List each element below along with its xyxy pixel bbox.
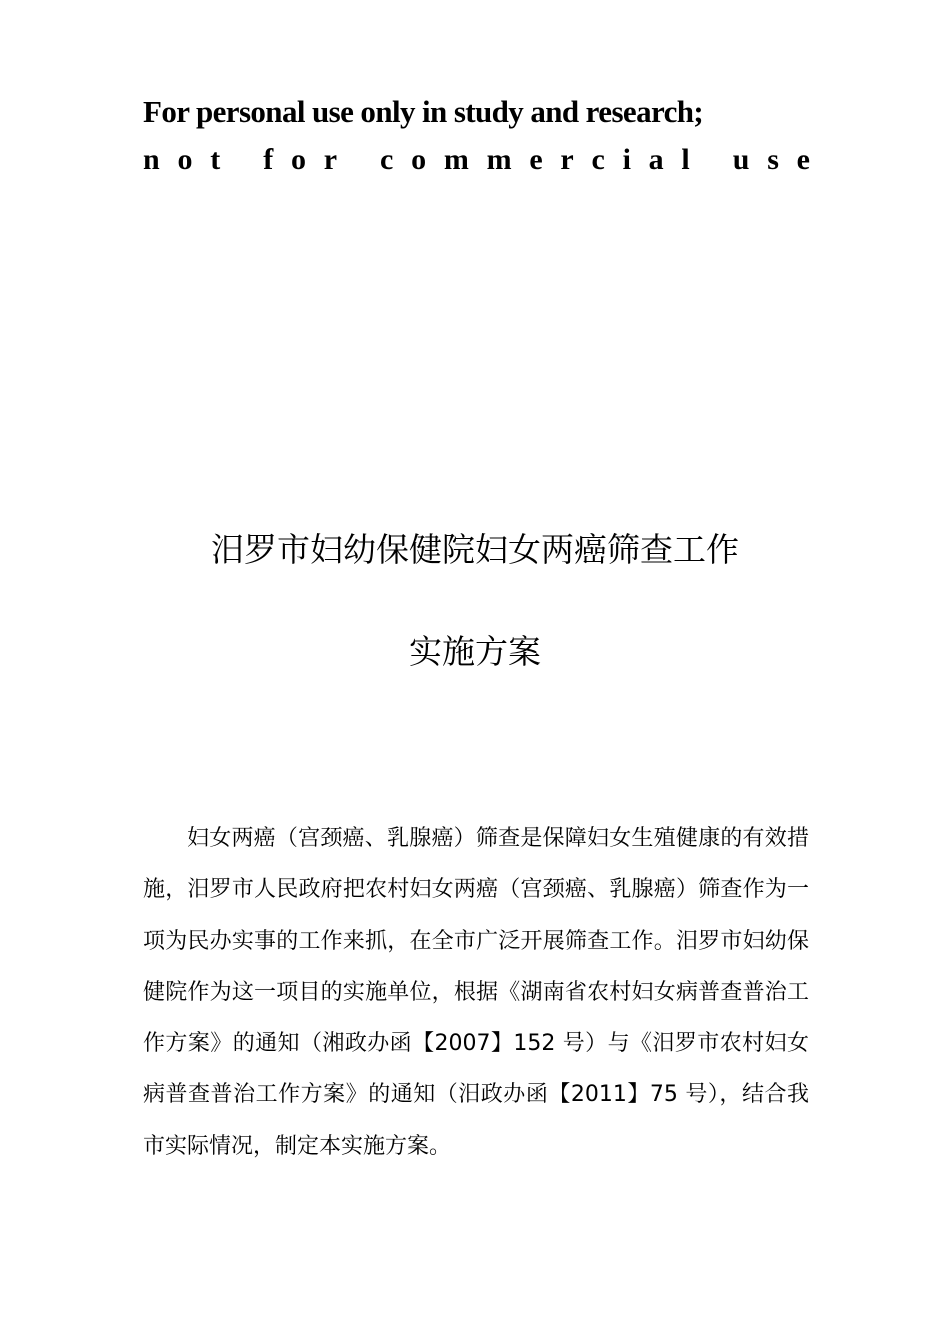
- notice-letter: f: [263, 143, 274, 176]
- notice-letter: r: [323, 143, 338, 176]
- notice-letter: o: [290, 143, 306, 176]
- intro-paragraph: 妇女两癌（宫颈癌、乳腺癌）筛查是保障妇女生殖健康的有效措施，汨罗市人民政府把农村妇女两癌（宫颈癌、乳腺癌）筛查作为一项为民办实事的工作来抓，在全市广泛开展筛查工作。汨罗市妇幼保健院作为这一项目的实施单位，根据《湖南省农村妇女病普查普治工作方案》的通知（湘政办函【2007】152 号）与《汨罗市农村妇女病普查普治工作方案》的通知（汨政办函【2011】75 号），结合我市实际情况，制定本实施方案。: [143, 826, 809, 1159]
- notice-letter: i: [622, 143, 631, 176]
- notice-letter: e: [796, 143, 810, 176]
- notice-letter: o: [411, 143, 427, 176]
- document-title: 汨罗市妇幼保健院妇女两癌筛查工作: [211, 530, 739, 569]
- notice-not-commercial: [143, 140, 810, 180]
- notice-letter: c: [380, 143, 394, 176]
- notice-letter: l: [681, 143, 690, 176]
- notice-letter: c: [591, 143, 605, 176]
- notice-letter: a: [648, 143, 664, 176]
- notice-letter: n: [143, 143, 160, 176]
- notice-letter: [355, 140, 363, 180]
- notice-letter: r: [560, 143, 574, 176]
- document-subtitle: 实施方案: [409, 632, 541, 671]
- notice-letter: [238, 140, 246, 180]
- notice-letter: [708, 140, 716, 180]
- notice-letter: m: [443, 143, 469, 176]
- notice-letter: t: [210, 143, 221, 176]
- notice-personal-use: For personal use only in study and research;: [143, 94, 704, 129]
- notice-letter: e: [529, 143, 543, 176]
- notice-letter: u: [732, 143, 750, 176]
- notice-letter: s: [767, 143, 779, 176]
- notice-letter: o: [177, 143, 193, 176]
- notice-letter: m: [486, 143, 512, 176]
